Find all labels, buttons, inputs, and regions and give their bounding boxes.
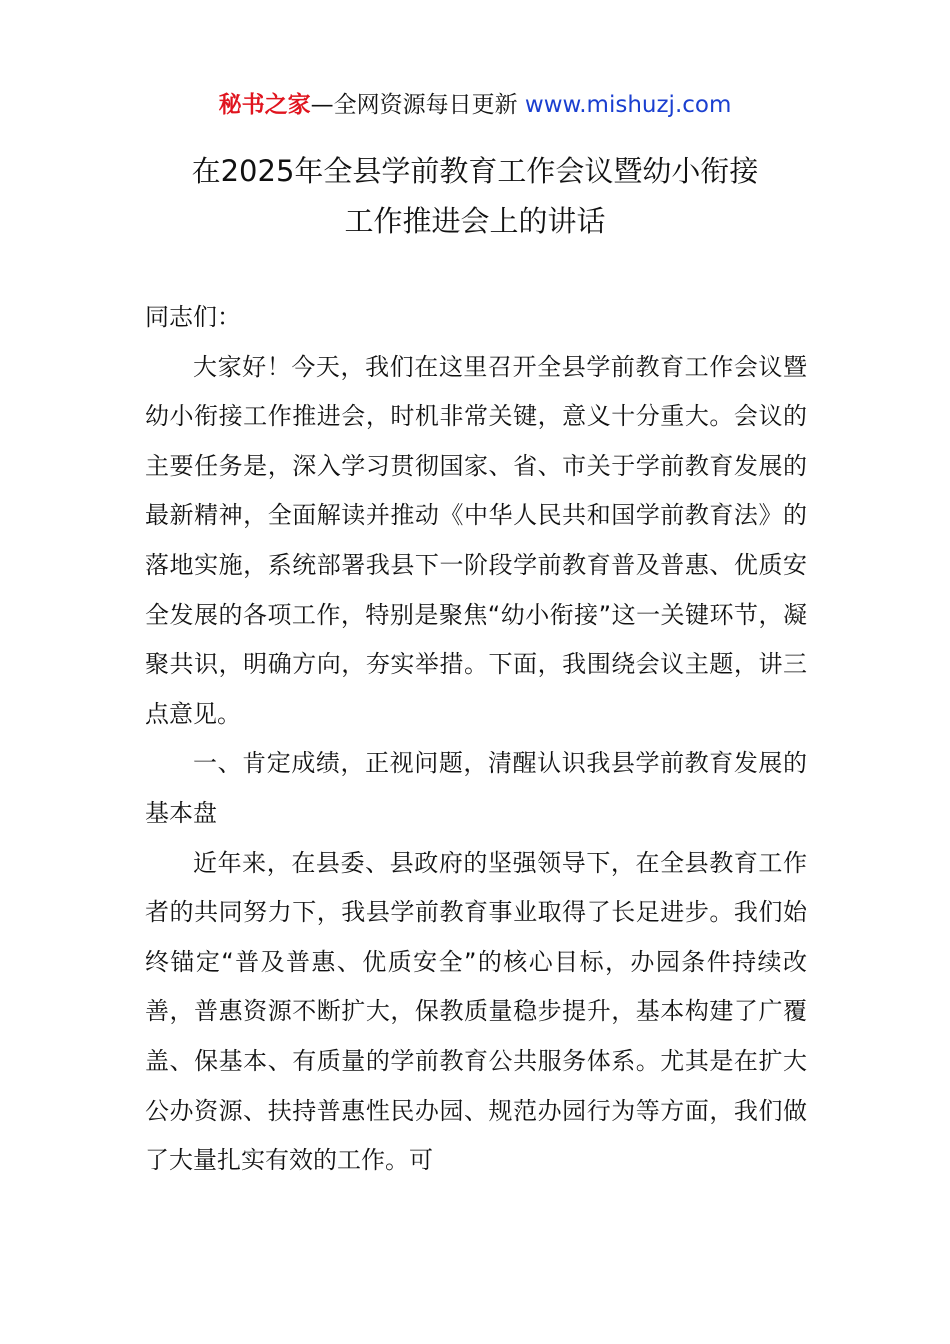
body-paragraph-achievements: 近年来，在县委、县政府的坚强领导下，在全县教育工作者的共同努力下，我县学前教育事业取得了长足进步。我们始终锚定“普及普惠、优质安全”的核心目标，办园条件持续改善，普惠资源不断扩大，保教质量稳步提升，基本构建了广覆盖、保基本、有质量的学前教育公共服务体系。尤其是在扩大公办资源、扶持普惠性民办园、规范办园行为等方面，我们做了大量扎实有效的工作。可	[145, 848, 807, 1175]
salutation: 同志们：	[145, 303, 241, 331]
site-header	[0, 88, 950, 122]
document-body	[145, 293, 807, 1186]
section-heading-1: 一、肯定成绩，正视问题，清醒认识我县学前教育发展的基本盘	[145, 749, 807, 827]
document-title	[0, 146, 950, 246]
site-url-link[interactable]: www.mishuzj.com	[524, 92, 732, 118]
title-line-1: 在2025年全县学前教育工作会议暨幼小衔接	[191, 154, 759, 188]
body-paragraph-intro: 大家好！今天，我们在这里召开全县学前教育工作会议暨幼小衔接工作推进会，时机非常关键，意义十分重大。会议的主要任务是，深入学习贯彻国家、省、市关于学前教育发展的最新精神，全面解读并推动《中华人民共和国学前教育法》的落地实施，系统部署我县下一阶段学前教育普及普惠、优质安全发展的各项工作，特别是聚焦“幼小衔接”这一关键环节，凝聚共识，明确方向，夯实举措。下面，我围绕会议主题，讲三点意见。	[145, 352, 807, 728]
title-line-2: 工作推进会上的讲话	[344, 204, 606, 238]
brand-name: 秘书之家	[218, 92, 311, 118]
header-tagline: —全网资源每日更新	[310, 92, 525, 118]
